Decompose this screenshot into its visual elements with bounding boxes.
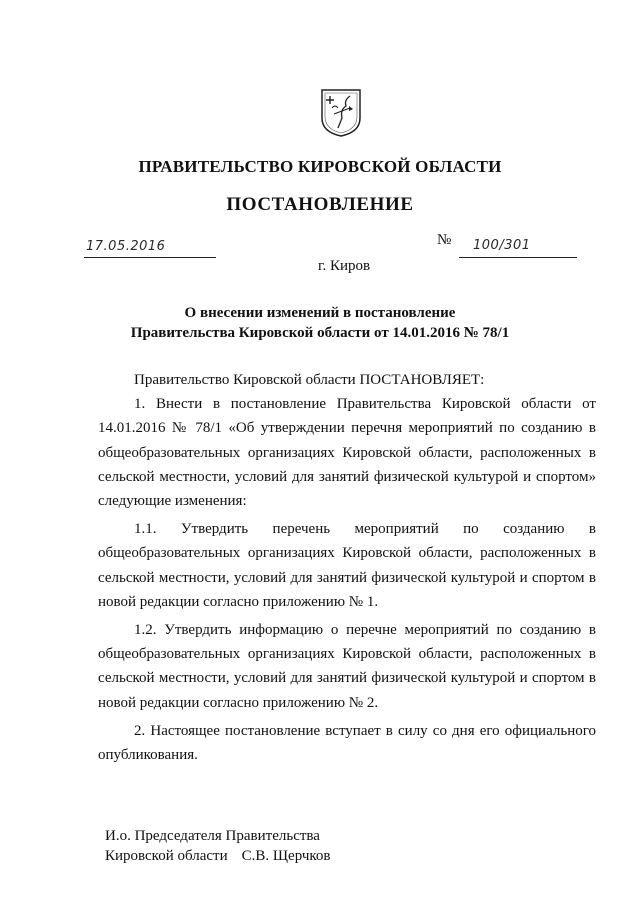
document-number: 100/301 [473,238,531,253]
date-field [84,237,216,258]
document-body [98,368,596,767]
city: г. Киров [318,258,371,274]
document-date: 17.05.2016 [86,239,166,254]
intro-paragraph: Правительство Кировской области ПОСТАНОВЛЯЕТ: [134,372,485,388]
paragraph-1-1: 1.1. Утвердить перечень мероприятий по созданию в общеобразовательных организациях Кировской области, расположенных в сельской местности, условий для занятий физической культурой и спортом в новой редакции согласно приложению № 1. [98,521,596,610]
kirov-coat-of-arms-icon [320,88,362,138]
government-title: ПРАВИТЕЛЬСТВО КИРОВСКОЙ ОБЛАСТИ [138,157,502,176]
signer-region: Кировской области [105,848,228,864]
subject-line-2: Правительства Кировской области от 14.01.2016 № 78/1 [130,325,510,341]
paragraph-1-2: 1.2. Утвердить информацию о перечне мероприятий по созданию в общеобразовательных организациях Кировской области, расположенных в сельской местности, условий для занятий физической культурой и спортом в новой редакции согласно приложению № 2. [98,622,596,711]
document-type: ПОСТАНОВЛЕНИЕ [226,194,414,215]
signer-position-line-2 [105,846,330,866]
signature-block [105,826,330,866]
subject-line-1: О внесении изменений в постановление [184,305,456,321]
paragraph-1: 1. Внести в постановление Правительства Кировской области от 14.01.2016 № 78/1 «Об утверждении перечня мероприятий по созданию в общеобразовательных организациях Кировской области, расположенных в сельской местности, условий для занятий физической культурой и спортом» следующие изменения: [98,396,596,510]
signer-name: С.В. Щерчков [241,848,331,864]
signer-position-line-1: И.о. Председателя Правительства [105,828,320,844]
number-sign: № [437,232,452,248]
number-field [459,235,577,258]
document-subject [0,303,640,343]
paragraph-2: 2. Настоящее постановление вступает в силу со дня его официального опубликования. [98,722,596,764]
